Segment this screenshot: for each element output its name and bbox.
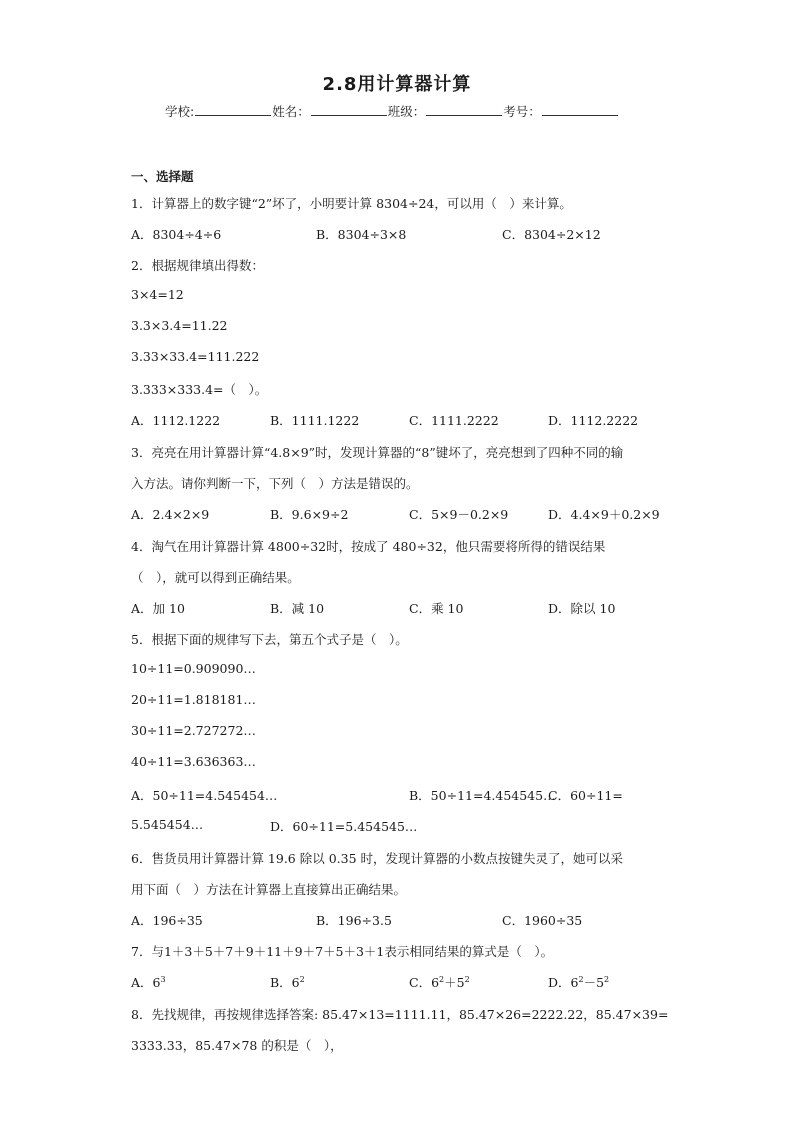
q5-option-d: D．60÷11=5.454545… xyxy=(270,819,418,834)
q2-option-b: B．1111.1222 xyxy=(270,413,360,428)
q7-option-c-term-2: ＋5 xyxy=(444,975,465,990)
q5-line-2: 20÷11=1.818181… xyxy=(131,692,256,707)
q6-option-a: A．196÷35 xyxy=(131,913,203,928)
q2-line-3: 3.33×33.4=111.222 xyxy=(131,349,260,364)
q5-option-b: B．50÷11=4.454545… xyxy=(409,788,556,803)
q7-option-d-base: D．6 xyxy=(548,975,579,990)
q5-line-4: 40÷11=3.636363… xyxy=(131,754,256,769)
q2-line-4: 3.333×333.4=（ ）。 xyxy=(131,382,268,397)
q3-stem-line-2: 入方法。请你判断一下，下列（ ）方法是错误的。 xyxy=(131,476,419,491)
q6-option-b: B．196÷3.5 xyxy=(316,913,392,928)
school-label: 学校: xyxy=(165,104,195,119)
q4-stem-line-2: （ ），就可以得到正确结果。 xyxy=(131,570,300,585)
name-label: 姓名： xyxy=(272,104,310,119)
q7-option-a-base: A．6 xyxy=(131,975,161,990)
class-blank[interactable] xyxy=(426,103,502,116)
q1-option-a: A．8304÷4÷6 xyxy=(131,227,222,242)
q7-option-d xyxy=(548,973,609,991)
q7-option-d-exponent-2: 2 xyxy=(604,975,610,984)
q4-option-a: A．加 10 xyxy=(131,601,185,616)
q6-stem-line-1: 6．售货员用计算器计算 19.6 除以 0.35 时，发现计算器的小数点按键失灵了，她可以采 xyxy=(131,851,624,866)
q2-stem: 2．根据规律填出得数： xyxy=(131,258,264,273)
q7-stem: 7．与1＋3＋5＋7＋9＋11＋9＋7＋5＋3＋1表示相同结果的算式是（ ）。 xyxy=(131,944,554,959)
exam-no-blank[interactable] xyxy=(542,103,618,116)
student-info-line xyxy=(165,102,619,120)
q7-option-d-exponent-1: 2 xyxy=(578,975,584,984)
q3-option-d: D．4.4×9＋0.2×9 xyxy=(548,507,660,522)
q7-option-b-base: B．6 xyxy=(270,975,300,990)
q7-option-c-base: C．6 xyxy=(409,975,440,990)
q5-line-3: 30÷11=2.727272… xyxy=(131,723,256,738)
q2-line-2: 3.3×3.4=11.22 xyxy=(131,318,228,333)
q4-option-c: C．乘 10 xyxy=(409,601,464,616)
section-heading: 一、选择题 xyxy=(131,169,194,184)
q3-stem-line-1: 3．亮亮在用计算器计算“4.8×9”时，发现计算器的“8”键坏了，亮亮想到了四种不同的输 xyxy=(131,445,624,460)
q8-stem-line-1: 8．先找规律，再按规律选择答案: 85.47×13=1111.11，85.47×26=2222.22，85.47×39= xyxy=(131,1007,669,1022)
q4-option-d: D．除以 10 xyxy=(548,601,616,616)
name-blank[interactable] xyxy=(311,103,387,116)
q5-option-c-continued: 5.545454… xyxy=(131,817,204,832)
q2-option-c: C．1111.2222 xyxy=(409,413,499,428)
page-title: 2.8用计算器计算 xyxy=(322,74,472,95)
q7-option-c-exponent-2: 2 xyxy=(464,975,470,984)
q7-option-a-exponent: 3 xyxy=(160,975,166,984)
q5-line-1: 10÷11=0.909090… xyxy=(131,661,256,676)
exam-no-label: 考号： xyxy=(503,104,541,119)
q5-stem: 5．根据下面的规律写下去，第五个式子是（ ）。 xyxy=(131,632,408,647)
q7-option-c xyxy=(409,973,470,991)
q3-option-c: C．5×9－0.2×9 xyxy=(409,507,509,522)
q6-stem-line-2: 用下面（ ）方法在计算器上直接算出正确结果。 xyxy=(131,882,407,897)
q4-stem-line-1: 4．淘气在用计算器计算 4800÷32时，按成了 480÷32，他只需要将所得的错误结果 xyxy=(131,539,606,554)
q1-option-c: C．8304÷2×12 xyxy=(502,227,601,242)
q3-option-a: A．2.4×2×9 xyxy=(131,507,210,522)
q2-option-d: D．1112.2222 xyxy=(548,413,639,428)
q7-option-b-exponent: 2 xyxy=(299,975,305,984)
q6-option-c: C．1960÷35 xyxy=(502,913,583,928)
q5-option-a: A．50÷11=4.545454… xyxy=(131,788,278,803)
q8-stem-line-2: 3333.33，85.47×78 的积是（ ）， xyxy=(131,1038,343,1053)
q7-option-a xyxy=(131,973,166,991)
q3-option-b: B．9.6×9÷2 xyxy=(270,507,349,522)
class-label: 班级： xyxy=(387,104,426,119)
q7-option-c-exponent-1: 2 xyxy=(439,975,445,984)
q7-option-b xyxy=(270,973,305,991)
q5-option-c: C．60÷11= xyxy=(548,788,623,803)
q1-option-b: B．8304÷3×8 xyxy=(316,227,407,242)
q1-stem: 1．计算器上的数字键“2”坏了，小明要计算 8304÷24，可以用（ ）来计算。 xyxy=(131,196,572,211)
q2-line-1: 3×4=12 xyxy=(131,287,184,302)
q4-option-b: B．减 10 xyxy=(270,601,325,616)
q7-option-d-term-2: －5 xyxy=(583,975,605,990)
q2-option-a: A．1112.1222 xyxy=(131,413,221,428)
school-blank[interactable] xyxy=(195,103,271,116)
